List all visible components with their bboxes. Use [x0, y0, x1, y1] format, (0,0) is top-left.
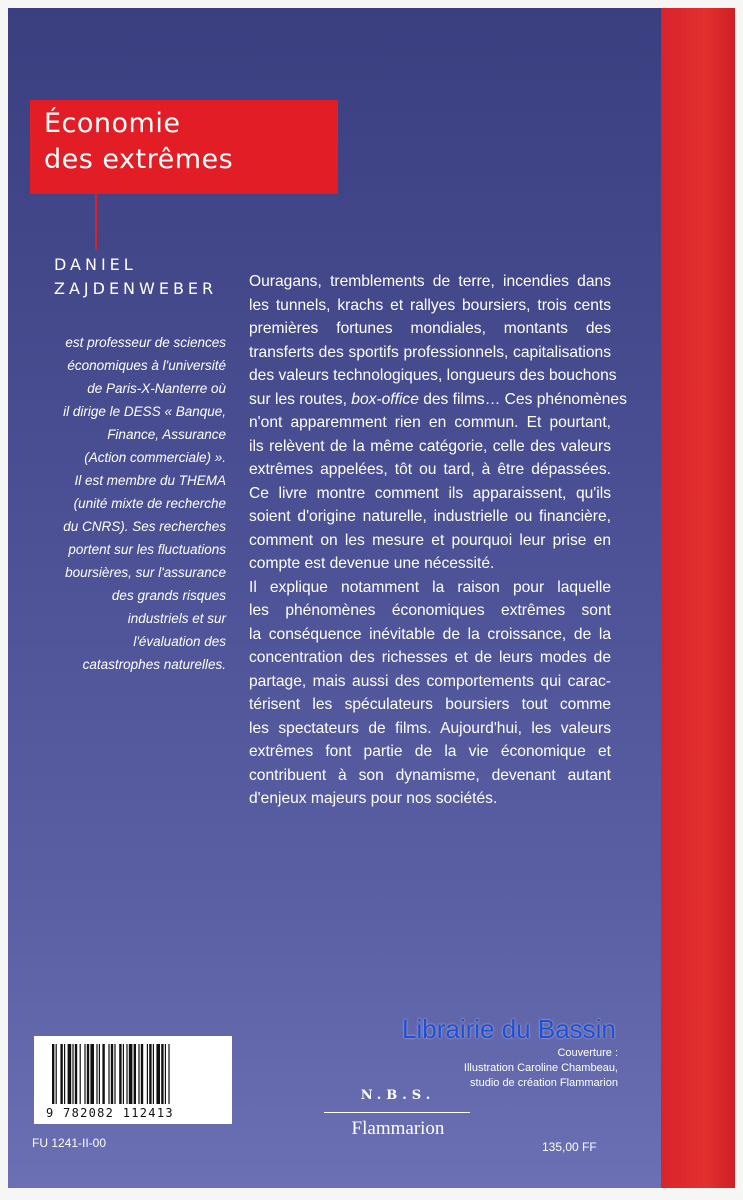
barcode-bar: [114, 1044, 115, 1104]
barcode-bar: [68, 1044, 72, 1104]
bio-line: l'évaluation des: [133, 634, 226, 649]
blurb-line: comment on les mesure et pourquoi leur prise en: [249, 531, 611, 549]
barcode-bar: [147, 1044, 148, 1104]
bio-line: portent sur les fluctuations: [68, 542, 226, 557]
author-bio: [22, 331, 226, 676]
author-first-name: DANIEL: [54, 255, 137, 274]
credits-line-2: studio de création Flammarion: [470, 1077, 618, 1089]
barcode-bar: [119, 1044, 121, 1104]
blurb-line: les spectateurs de films. Aujourd'hui, les valeurs: [249, 719, 611, 737]
bio-line: est professeur de sciences: [65, 335, 226, 350]
barcode-bar: [64, 1044, 65, 1104]
blurb-line: [249, 388, 627, 412]
blurb-line: Ce livre montre comment ils apparaissent, qu'ils: [249, 484, 611, 502]
title-line-2: des extrêmes: [44, 144, 234, 175]
barcode-bar: [60, 1044, 62, 1104]
barcode-bar: [87, 1044, 89, 1104]
credits-label: Couverture :: [557, 1047, 618, 1059]
barcode-bar: [126, 1044, 127, 1104]
blurb-line: compte est devenue une nécessité.: [249, 555, 495, 572]
blurb-italic-term: box-office: [351, 390, 419, 408]
barcode-bar: [153, 1044, 154, 1104]
book-blurb: [249, 270, 627, 811]
title-connector-rule: [95, 194, 97, 250]
blurb-line: n'ont apparemment rien en commun. Et pourtant,: [249, 414, 611, 431]
blurb-fragment: sur les routes,: [249, 390, 352, 408]
blurb-line: soient d'origine naturelle, industrielle ou financière,: [249, 508, 611, 525]
back-cover: [8, 8, 735, 1188]
blurb-line: les phénomènes économiques extrêmes sont: [249, 602, 611, 619]
credits-line-1: Illustration Caroline Chambeau,: [463, 1062, 618, 1074]
reference-code: FU 1241-II-00: [32, 1136, 107, 1150]
price-label: 135,00 FF: [542, 1140, 597, 1154]
publisher-name: Flammarion: [351, 1118, 445, 1139]
imprint-logo: N.B.S.: [360, 1088, 436, 1103]
barcode-bar: [99, 1044, 100, 1104]
barcode-bar: [129, 1044, 133, 1104]
blurb-line: premières fortunes mondiales, montants des: [249, 320, 611, 337]
blurb-line: extrêmes font partie de la vie économique et: [249, 743, 611, 760]
blurb-paragraph-1: [249, 270, 627, 576]
barcode-bar: [80, 1044, 81, 1104]
barcode-bar: [149, 1044, 151, 1104]
blurb-line: les tunnels, krachs et rallyes boursiers, trois cents: [249, 296, 611, 314]
bio-line: (unité mixte de recherche: [73, 496, 226, 511]
bio-line: économiques à l'université: [67, 358, 226, 373]
blurb-line: contribuent à son dynamisme, devenant autant: [249, 766, 611, 784]
bio-line: du CNRS). Ses recherches: [63, 519, 226, 534]
red-spine-band: [661, 8, 735, 1188]
barcode-bar: [102, 1044, 104, 1104]
barcode-bar: [161, 1044, 163, 1104]
barcode-bar: [90, 1044, 94, 1104]
bio-line: il dirige le DESS « Banque,: [63, 404, 226, 419]
barcode-bar: [75, 1044, 77, 1104]
barcode-bar: [108, 1044, 109, 1104]
blurb-line: extrêmes appelées, tôt ou tard, à être dépassées.: [249, 461, 611, 478]
bio-line: boursières, sur l'assurance: [65, 565, 226, 580]
barcode-bar: [138, 1044, 139, 1104]
author-last-name: ZAJDENWEBER: [54, 279, 218, 298]
barcode-bar: [96, 1044, 97, 1104]
title-line-1: Économie: [44, 108, 181, 139]
bio-line: des grands risques: [111, 588, 226, 603]
barcode-bar: [111, 1044, 113, 1104]
title-box: [30, 100, 338, 194]
blurb-line: Ouragans, tremblements de terre, incendies dans: [249, 273, 611, 290]
blurb-line: partage, mais aussi des comportements qui carac-: [249, 672, 611, 690]
bio-line: de Paris-X-Nanterre où: [87, 381, 226, 396]
seller-watermark: Librairie du Bassin: [402, 1014, 616, 1044]
isbn-barcode: [34, 1036, 232, 1124]
blurb-line: la conséquence inévitable de la croissance, de la: [249, 625, 611, 643]
blurb-line: Il explique notamment la raison pour laquelle: [249, 578, 611, 596]
blurb-paragraph-2: [249, 576, 611, 811]
barcode-bar: [168, 1044, 169, 1104]
blurb-fragment: des films… Ces phénomènes: [418, 390, 627, 408]
bio-line: (Action commerciale) ».: [84, 450, 226, 465]
bio-line: Il est membre du THEMA: [74, 473, 226, 488]
blurb-line: térisent les spéculateurs boursiers tout comme: [249, 696, 611, 713]
barcode-number: 9 782082 112413: [46, 1106, 174, 1120]
barcode-bar: [52, 1044, 54, 1104]
barcode-bar: [165, 1044, 166, 1104]
bio-line: Finance, Assurance: [107, 427, 226, 442]
blurb-line: des valeurs technologiques, longueurs des bouchons: [249, 367, 617, 384]
barcode-bar: [134, 1044, 136, 1104]
barcode-bars: [52, 1044, 216, 1104]
author-name: [54, 253, 234, 301]
barcode-bar: [123, 1044, 124, 1104]
cover-credits: [408, 1046, 618, 1091]
barcode-bar: [84, 1044, 85, 1104]
blurb-line: transferts des sportifs professionnels, capitalisations: [249, 343, 611, 361]
bio-line: industriels et sur: [127, 611, 226, 626]
barcode-bar: [141, 1044, 143, 1104]
blurb-line: d'enjeux majeurs pour nos sociétés.: [249, 790, 498, 807]
barcode-bar: [156, 1044, 160, 1104]
barcode-bar: [56, 1044, 57, 1104]
blurb-line: concentration des richesses et de leurs modes de: [249, 649, 611, 666]
blurb-line: ils relèvent de la même catégorie, celle des valeurs: [249, 437, 611, 455]
barcode-bar: [72, 1044, 73, 1104]
bio-line: catastrophes naturelles.: [82, 657, 226, 672]
imprint-divider: [324, 1112, 470, 1113]
